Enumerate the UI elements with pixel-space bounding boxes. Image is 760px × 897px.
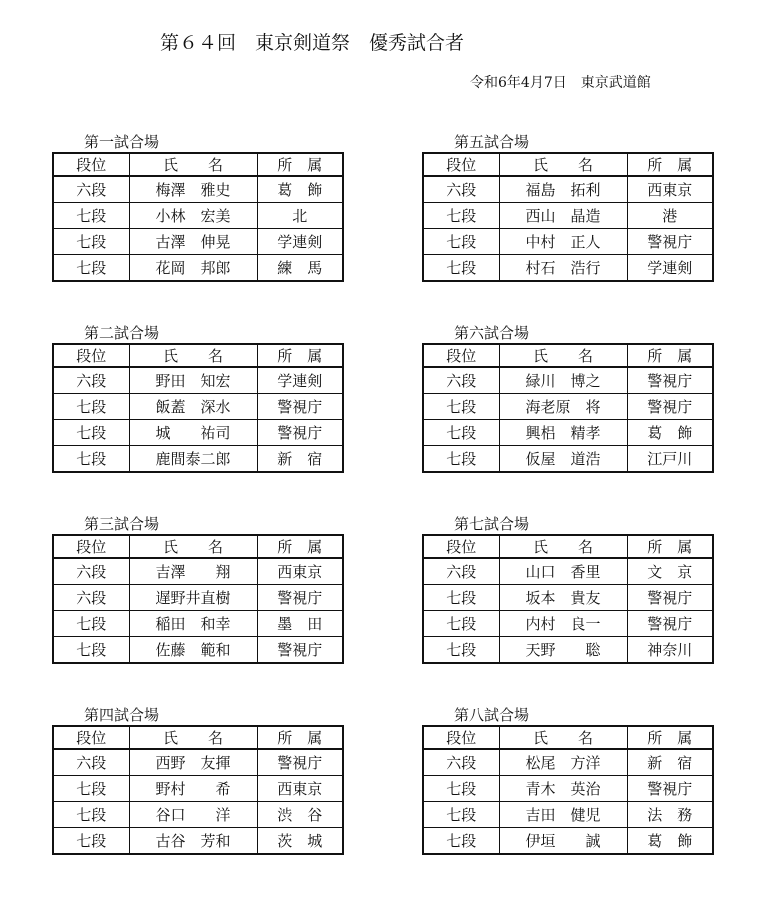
table-row	[423, 420, 713, 446]
rank-cell: 七段	[423, 611, 499, 637]
table-row	[53, 585, 343, 611]
column-header-rank: 段位	[53, 726, 129, 749]
rank-cell: 七段	[423, 776, 499, 802]
affiliation-cell: 文 京	[627, 558, 713, 585]
table-row	[53, 749, 343, 776]
rank-cell: 七段	[53, 637, 129, 664]
rank-cell: 七段	[423, 637, 499, 664]
name-cell: 小林 宏美	[129, 203, 257, 229]
affiliation-cell: 警視庁	[257, 394, 343, 420]
name-cell: 古谷 芳和	[129, 828, 257, 855]
affiliation-cell: 新 宿	[257, 446, 343, 473]
table-row	[423, 611, 713, 637]
name-cell: 野田 知宏	[129, 367, 257, 394]
rank-cell: 七段	[423, 828, 499, 855]
table-row	[423, 229, 713, 255]
venue-block	[422, 324, 712, 473]
name-cell: 福島 拓利	[499, 176, 627, 203]
rank-cell: 七段	[53, 203, 129, 229]
affiliation-cell: 警視庁	[627, 611, 713, 637]
table-row	[53, 255, 343, 282]
affiliation-cell: 法 務	[627, 802, 713, 828]
venue-name: 第六試合場	[454, 324, 530, 342]
table-row	[423, 776, 713, 802]
roster-table	[52, 343, 344, 473]
roster-table	[52, 152, 344, 282]
rank-cell: 七段	[423, 420, 499, 446]
affiliation-cell: 北	[257, 203, 343, 229]
table-row	[53, 203, 343, 229]
name-cell: 仮屋 道浩	[499, 446, 627, 473]
rank-cell: 六段	[53, 367, 129, 394]
rank-cell: 六段	[423, 558, 499, 585]
table-row	[53, 394, 343, 420]
affiliation-cell: 警視庁	[257, 585, 343, 611]
affiliation-cell: 墨 田	[257, 611, 343, 637]
venue-name: 第五試合場	[454, 133, 530, 151]
venue-block	[52, 133, 342, 282]
table-row	[423, 203, 713, 229]
column-header-affiliation: 所 属	[257, 344, 343, 367]
column-header-rank: 段位	[53, 344, 129, 367]
venue-block	[422, 706, 712, 855]
rank-cell: 七段	[53, 255, 129, 282]
name-cell: 天野 聡	[499, 637, 627, 664]
page-title: 第６４回 東京剣道祭 優秀試合者	[160, 32, 465, 54]
column-header-rank: 段位	[423, 153, 499, 176]
affiliation-cell: 警視庁	[257, 749, 343, 776]
table-row	[53, 367, 343, 394]
rank-cell: 六段	[53, 558, 129, 585]
rank-cell: 七段	[53, 229, 129, 255]
rank-cell: 七段	[423, 394, 499, 420]
venue-block	[422, 133, 712, 282]
table-header-row	[423, 153, 713, 176]
affiliation-cell: 西東京	[257, 776, 343, 802]
table-header-row	[423, 726, 713, 749]
affiliation-cell: 学連剣	[627, 255, 713, 282]
column-header-rank: 段位	[423, 535, 499, 558]
rank-cell: 六段	[53, 176, 129, 203]
table-row	[423, 255, 713, 282]
rank-cell: 六段	[53, 749, 129, 776]
venue-block	[52, 706, 342, 855]
rank-cell: 七段	[53, 420, 129, 446]
affiliation-cell: 渋 谷	[257, 802, 343, 828]
name-cell: 吉澤 翔	[129, 558, 257, 585]
column-header-rank: 段位	[53, 153, 129, 176]
table-header-row	[53, 344, 343, 367]
table-header-row	[53, 153, 343, 176]
table-header-row	[423, 344, 713, 367]
rank-cell: 六段	[53, 585, 129, 611]
name-cell: 山口 香里	[499, 558, 627, 585]
table-row	[423, 446, 713, 473]
affiliation-cell: 港	[627, 203, 713, 229]
rank-cell: 七段	[53, 828, 129, 855]
table-header-row	[53, 726, 343, 749]
table-row	[53, 611, 343, 637]
name-cell: 谷口 洋	[129, 802, 257, 828]
table-row	[423, 802, 713, 828]
affiliation-cell: 警視庁	[257, 420, 343, 446]
name-cell: 野村 希	[129, 776, 257, 802]
name-cell: 稲田 和幸	[129, 611, 257, 637]
name-cell: 村石 浩行	[499, 255, 627, 282]
name-cell: 佐藤 範和	[129, 637, 257, 664]
column-header-affiliation: 所 属	[627, 726, 713, 749]
affiliation-cell: 学連剣	[257, 229, 343, 255]
roster-table	[422, 343, 714, 473]
table-row	[53, 229, 343, 255]
column-header-rank: 段位	[423, 726, 499, 749]
table-row	[53, 420, 343, 446]
name-cell: 古澤 伸晃	[129, 229, 257, 255]
affiliation-cell: 警視庁	[257, 637, 343, 664]
column-header-name: 氏 名	[129, 153, 257, 176]
affiliation-cell: 新 宿	[627, 749, 713, 776]
affiliation-cell: 茨 城	[257, 828, 343, 855]
name-cell: 青木 英治	[499, 776, 627, 802]
column-header-affiliation: 所 属	[627, 535, 713, 558]
venue-name: 第七試合場	[454, 515, 530, 533]
affiliation-cell: 警視庁	[627, 367, 713, 394]
rank-cell: 七段	[423, 203, 499, 229]
column-header-name: 氏 名	[499, 344, 627, 367]
column-header-affiliation: 所 属	[627, 153, 713, 176]
affiliation-cell: 江戸川	[627, 446, 713, 473]
table-header-row	[423, 535, 713, 558]
name-cell: 松尾 方洋	[499, 749, 627, 776]
column-header-name: 氏 名	[129, 535, 257, 558]
rank-cell: 七段	[423, 229, 499, 255]
name-cell: 海老原 将	[499, 394, 627, 420]
affiliation-cell: 警視庁	[627, 394, 713, 420]
rank-cell: 七段	[53, 776, 129, 802]
name-cell: 城 祐司	[129, 420, 257, 446]
affiliation-cell: 葛 飾	[627, 828, 713, 855]
table-row	[53, 176, 343, 203]
rank-cell: 七段	[423, 585, 499, 611]
table-row	[423, 585, 713, 611]
column-header-rank: 段位	[423, 344, 499, 367]
rank-cell: 七段	[53, 611, 129, 637]
column-header-rank: 段位	[53, 535, 129, 558]
name-cell: 西山 晶造	[499, 203, 627, 229]
rank-cell: 七段	[423, 255, 499, 282]
venue-name: 第二試合場	[84, 324, 160, 342]
column-header-name: 氏 名	[499, 153, 627, 176]
venue-name: 第一試合場	[84, 133, 160, 151]
affiliation-cell: 警視庁	[627, 776, 713, 802]
roster-table	[52, 534, 344, 664]
column-header-affiliation: 所 属	[257, 535, 343, 558]
affiliation-cell: 警視庁	[627, 229, 713, 255]
table-row	[423, 637, 713, 664]
column-header-name: 氏 名	[129, 726, 257, 749]
roster-table	[422, 152, 714, 282]
name-cell: 吉田 健児	[499, 802, 627, 828]
rank-cell: 七段	[423, 802, 499, 828]
roster-table	[52, 725, 344, 855]
table-row	[423, 558, 713, 585]
event-date-venue: 令和6年4月7日 東京武道館	[470, 75, 651, 91]
table-row	[423, 394, 713, 420]
column-header-name: 氏 名	[129, 344, 257, 367]
table-row	[423, 176, 713, 203]
name-cell: 伊垣 誠	[499, 828, 627, 855]
roster-table	[422, 725, 714, 855]
table-row	[53, 446, 343, 473]
name-cell: 飯蓋 深水	[129, 394, 257, 420]
table-row	[423, 828, 713, 855]
rank-cell: 六段	[423, 367, 499, 394]
column-header-affiliation: 所 属	[257, 726, 343, 749]
venue-block	[52, 324, 342, 473]
affiliation-cell: 学連剣	[257, 367, 343, 394]
name-cell: 遅野井直樹	[129, 585, 257, 611]
venue-name: 第八試合場	[454, 706, 530, 724]
name-cell: 鹿間泰二郎	[129, 446, 257, 473]
affiliation-cell: 神奈川	[627, 637, 713, 664]
roster-table	[422, 534, 714, 664]
table-row	[53, 558, 343, 585]
name-cell: 坂本 貴友	[499, 585, 627, 611]
venue-name: 第四試合場	[84, 706, 160, 724]
column-header-affiliation: 所 属	[257, 153, 343, 176]
venue-name: 第三試合場	[84, 515, 160, 533]
affiliation-cell: 練 馬	[257, 255, 343, 282]
rank-cell: 六段	[423, 176, 499, 203]
column-header-name: 氏 名	[499, 535, 627, 558]
table-row	[423, 367, 713, 394]
rank-cell: 七段	[53, 394, 129, 420]
affiliation-cell: 葛 飾	[257, 176, 343, 203]
venue-block	[422, 515, 712, 664]
affiliation-cell: 葛 飾	[627, 420, 713, 446]
rank-cell: 六段	[423, 749, 499, 776]
rank-cell: 七段	[423, 446, 499, 473]
name-cell: 中村 正人	[499, 229, 627, 255]
venue-block	[52, 515, 342, 664]
name-cell: 興梠 精孝	[499, 420, 627, 446]
table-header-row	[53, 535, 343, 558]
rank-cell: 七段	[53, 802, 129, 828]
table-row	[53, 802, 343, 828]
affiliation-cell: 西東京	[257, 558, 343, 585]
name-cell: 梅澤 雅史	[129, 176, 257, 203]
table-row	[53, 828, 343, 855]
name-cell: 西野 友揮	[129, 749, 257, 776]
affiliation-cell: 西東京	[627, 176, 713, 203]
table-row	[53, 776, 343, 802]
table-row	[423, 749, 713, 776]
column-header-affiliation: 所 属	[627, 344, 713, 367]
name-cell: 花岡 邦郎	[129, 255, 257, 282]
table-row	[53, 637, 343, 664]
rank-cell: 七段	[53, 446, 129, 473]
name-cell: 内村 良一	[499, 611, 627, 637]
affiliation-cell: 警視庁	[627, 585, 713, 611]
column-header-name: 氏 名	[499, 726, 627, 749]
name-cell: 緑川 博之	[499, 367, 627, 394]
